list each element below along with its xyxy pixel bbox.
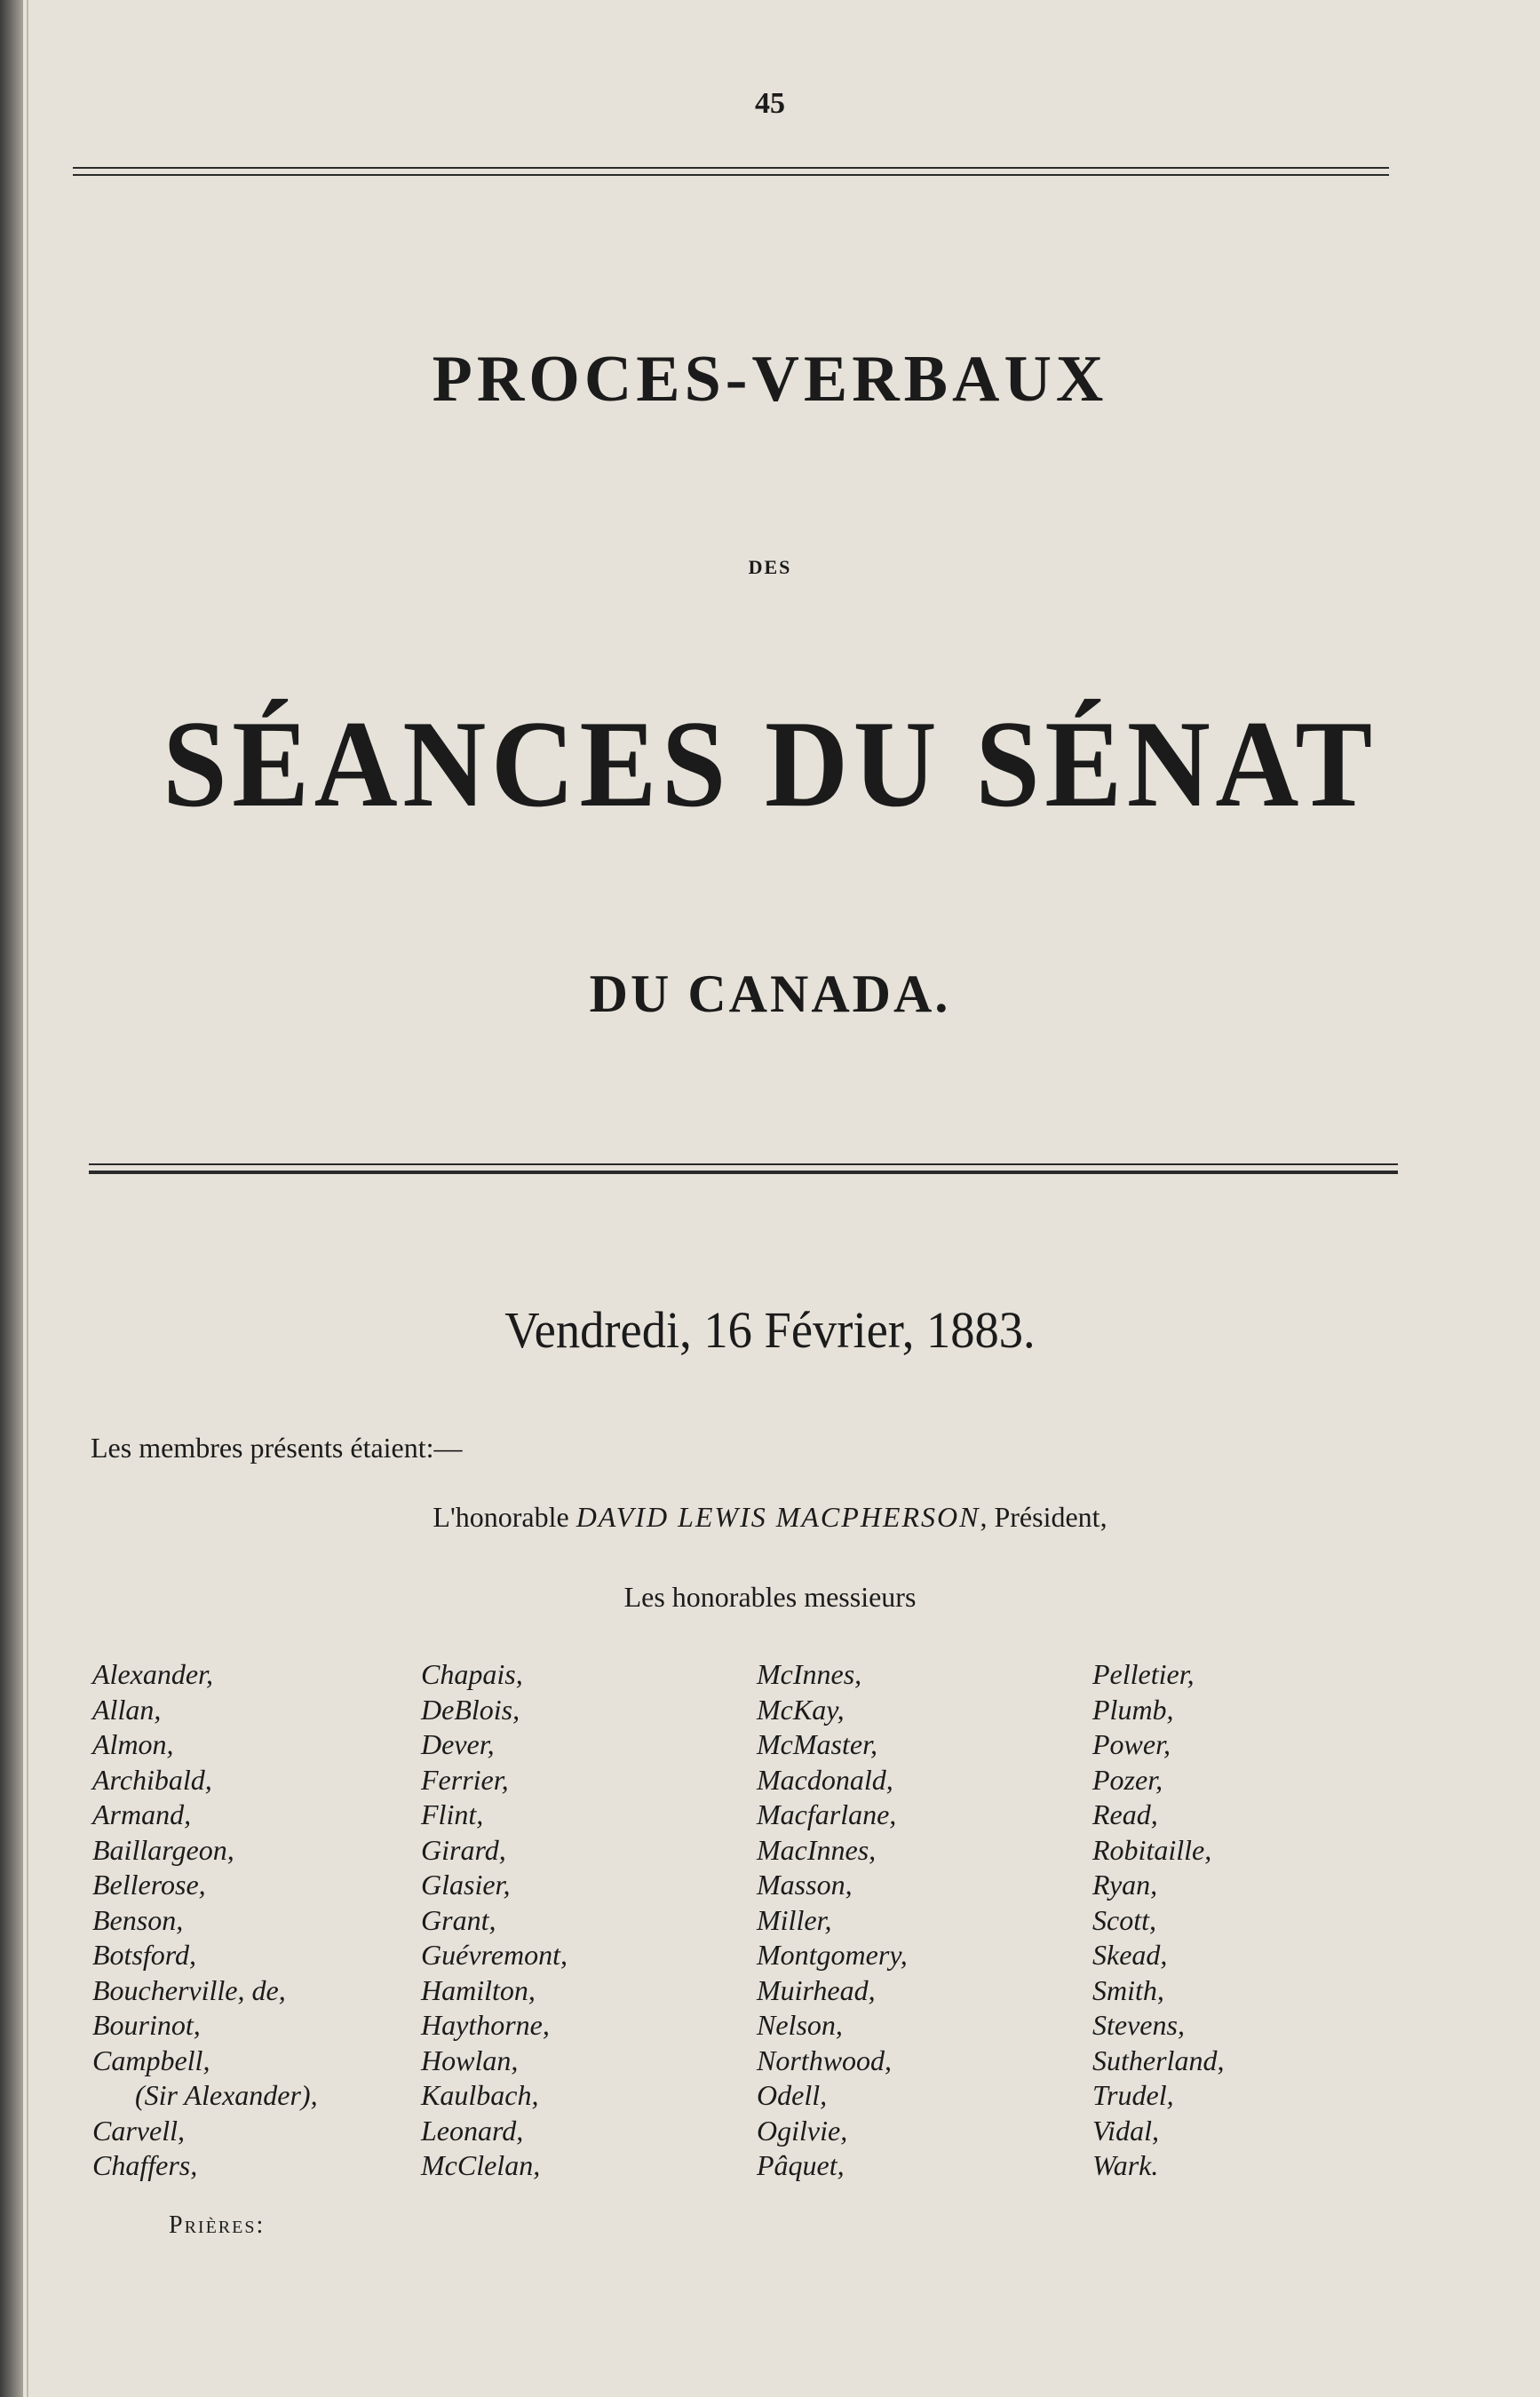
member-name: Stevens, [1092,2009,1185,2041]
members-column-1 [92,1657,318,2184]
title-des: DES [748,556,792,578]
members-present-intro: Les membres présents étaient:— [91,1432,463,1464]
member-name: Almon, [92,1728,174,1760]
members-column-3 [757,1657,908,2184]
member-name: Ferrier, [421,1763,509,1796]
members-column-4 [1092,1657,1224,2184]
members-column-2 [421,1657,568,2184]
member-name: Power, [1092,1728,1171,1760]
member-name: Campbell, [92,2044,210,2076]
member-name: Howlan, [421,2044,519,2076]
member-name: McInnes, [757,1658,862,1690]
member-name: McKay, [757,1693,845,1726]
title-rule-top [89,1163,1398,1165]
member-name: Plumb, [1092,1693,1174,1726]
member-name: Pâquet, [757,2149,845,2181]
member-name: Benson, [92,1903,184,1936]
member-name: Dever, [421,1728,495,1760]
member-name: Read, [1092,1798,1158,1830]
member-name: Chaffers, [92,2149,198,2181]
member-name: Trudel, [1092,2079,1174,2111]
member-name: Allan, [92,1693,162,1726]
page-number: 45 [755,87,785,120]
member-name: Sutherland, [1092,2044,1225,2076]
president-title: , Président, [980,1501,1107,1533]
member-name: Carvell, [92,2114,185,2147]
member-name: Ogilvie, [757,2114,848,2147]
member-name: Leonard, [421,2114,524,2147]
member-name: Guévremont, [421,1939,568,1971]
member-name: Flint, [421,1798,484,1830]
member-name: Wark. [1092,2149,1159,2181]
member-name: Masson, [757,1869,853,1901]
title-du-canada: DU CANADA. [589,964,951,1023]
member-name: Miller, [757,1903,832,1936]
header-rule-bottom [73,174,1389,176]
member-name: Northwood, [757,2044,893,2076]
member-name: Glasier, [421,1869,511,1901]
honorables-heading: Les honorables messieurs [623,1581,917,1613]
member-name: Pelletier, [1092,1658,1195,1690]
member-name: Boucherville, de, [92,1973,286,2006]
member-name: Archibald, [92,1763,212,1796]
member-name: Vidal, [1092,2114,1159,2147]
member-name: DeBlois, [421,1693,520,1726]
member-name: Nelson, [757,2009,843,2041]
session-date: Vendredi, 16 Février, 1883. [504,1301,1036,1359]
member-name: Macfarlane, [757,1798,897,1830]
member-name: Bellerose, [92,1869,206,1901]
title-seances-du-senat: SÉANCES DU SÉNAT [163,695,1377,833]
member-name: (Sir Alexander), [135,2079,318,2111]
member-name: Scott, [1092,1903,1156,1936]
member-name: Hamilton, [421,1973,536,2006]
member-name: MacInnes, [757,1833,877,1866]
president-prefix: L'honorable [433,1501,569,1533]
member-name: Alexander, [92,1658,213,1690]
member-name: Muirhead, [757,1973,876,2006]
member-name: Ryan, [1092,1869,1158,1901]
member-name: Girard, [421,1833,506,1866]
member-name: Botsford, [92,1939,197,1971]
member-name: McClelan, [421,2149,541,2181]
member-name: Baillargeon, [92,1833,234,1866]
member-name: Grant, [421,1903,496,1936]
member-name: Smith, [1092,1973,1164,2006]
member-name: Robitaille, [1092,1833,1212,1866]
member-name: McMaster, [757,1728,877,1760]
member-name: Bourinot, [92,2009,201,2041]
president-line [0,1501,1540,1534]
title-rule-bottom [89,1171,1398,1174]
member-name: Skead, [1092,1939,1168,1971]
member-name: Montgomery, [757,1939,908,1971]
member-name: Odell, [757,2079,828,2111]
member-name: Haythorne, [421,2009,550,2041]
title-proces-verbaux: PROCES-VERBAUX [432,343,1108,416]
prieres-heading: Prières: [169,2211,266,2239]
member-name: Pozer, [1092,1763,1163,1796]
header-rule-top [73,167,1389,169]
member-name: Chapais, [421,1658,523,1690]
member-name: Macdonald, [757,1763,893,1796]
member-name: Armand, [92,1798,192,1830]
member-name: Kaulbach, [421,2079,539,2111]
president-name: DAVID LEWIS MACPHERSON [576,1501,980,1533]
